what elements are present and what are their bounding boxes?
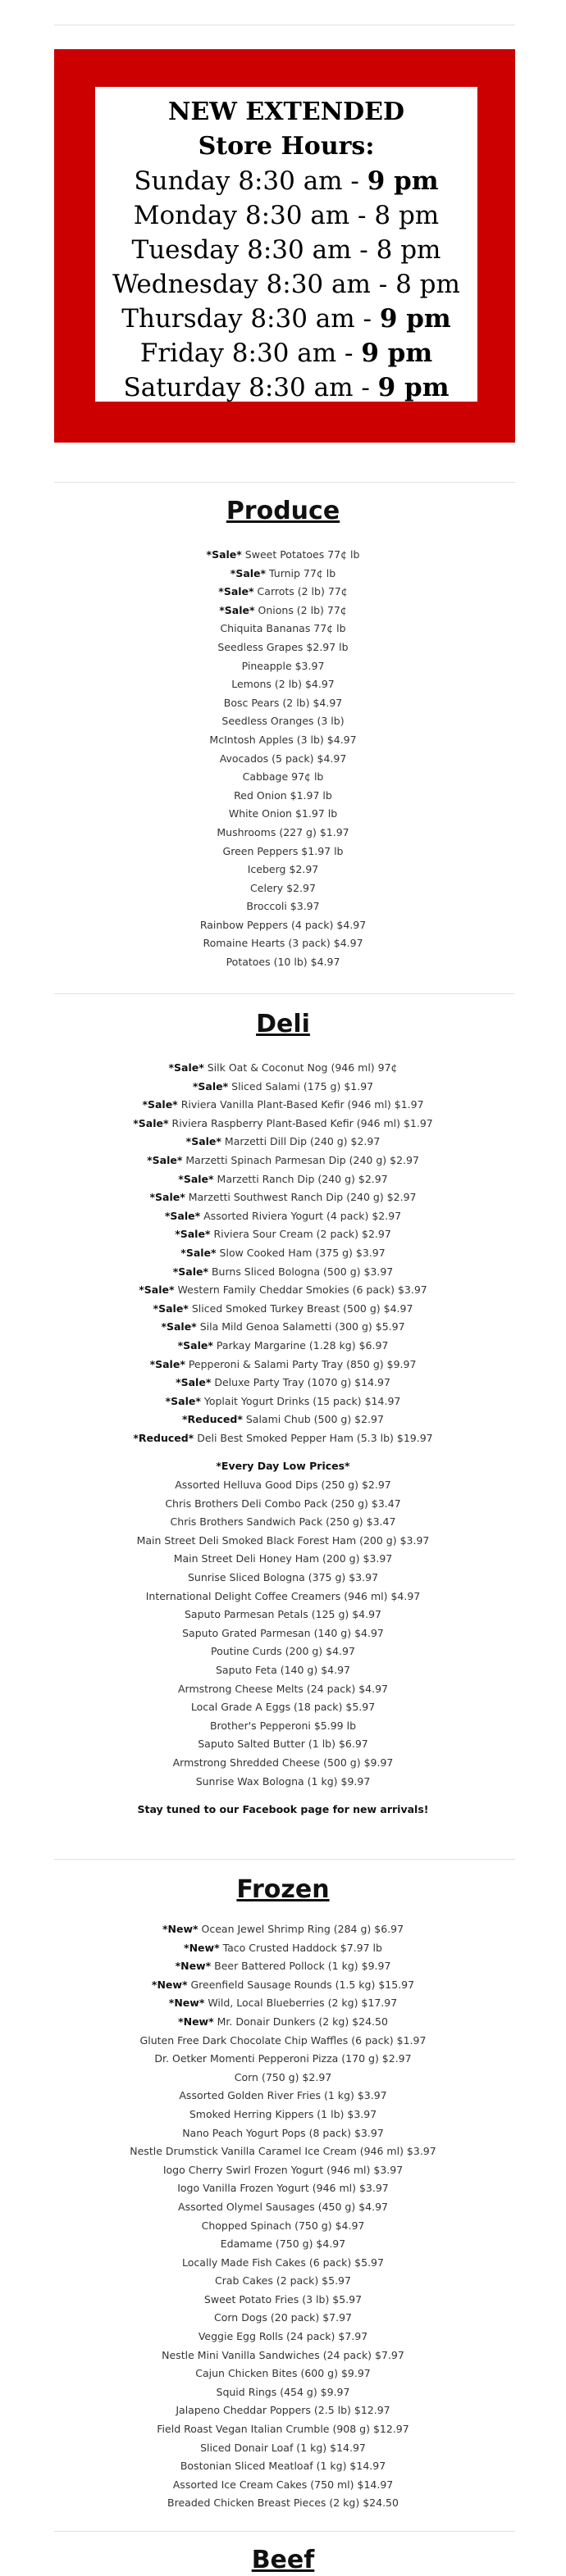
list-item xyxy=(0,1356,566,1374)
list-item xyxy=(0,2365,566,2383)
list-item xyxy=(0,1078,566,1097)
item-text: Western Family Cheddar Smokies (6 pack) $3.97 xyxy=(174,1283,427,1297)
item-text: Romaine Hearts (3 pack) $4.97 xyxy=(203,937,363,950)
list-item xyxy=(0,2494,566,2513)
list-item xyxy=(0,1318,566,1337)
item-text: Riviera Sour Cream (2 pack) $2.97 xyxy=(210,1228,391,1241)
item-text: Sliced Salami (175 g) $1.97 xyxy=(228,1079,374,1093)
item-tag: *Sale* xyxy=(142,1098,178,1111)
list-item xyxy=(0,1281,566,1300)
produce-heading: Produce xyxy=(226,497,340,525)
list-item xyxy=(0,1152,566,1170)
item-text: Marzetti Southwest Ranch Dip (240 g) $2.97 xyxy=(185,1191,417,1204)
list-item xyxy=(0,2069,566,2088)
list-item xyxy=(0,2179,566,2198)
list-item xyxy=(0,787,566,806)
list-item: Sunrise Wax Bologna (1 kg) $9.97 xyxy=(195,1774,371,1788)
list-item xyxy=(0,1059,566,1078)
item-text: Seedless Grapes $2.97 lb xyxy=(217,640,349,653)
item-tag: *Sale* xyxy=(178,1172,214,1185)
item-text: Iogo Vanilla Frozen Yogurt (946 ml) $3.97 xyxy=(177,2182,389,2195)
list-item xyxy=(0,2309,566,2328)
item-text: Silk Oat & Coconut Nog (946 ml) 97¢ xyxy=(203,1061,398,1074)
item-text: Squid Rings (454 g) $9.97 xyxy=(216,2385,350,2398)
item-text: Marzetti Dill Dip (240 g) $2.97 xyxy=(221,1135,381,1148)
item-tag: *Sale* xyxy=(180,1246,217,1259)
deli-heading: Deli xyxy=(256,1010,310,1038)
item-text: McIntosh Apples (3 lb) $4.97 xyxy=(209,733,357,746)
item-text: Potatoes (10 lb) $4.97 xyxy=(226,956,340,969)
list-item xyxy=(0,2383,566,2402)
item-tag: *New* xyxy=(184,1941,220,1954)
item-text: Marzetti Ranch Dip (240 g) $2.97 xyxy=(213,1172,388,1185)
spacer xyxy=(0,1791,566,1801)
item-tag: *Sale* xyxy=(164,1209,201,1222)
item-text: Jalapeno Cheddar Poppers (2.5 lb) $12.97 xyxy=(176,2404,390,2417)
list-item xyxy=(0,2013,566,2032)
store-hours-banner xyxy=(54,49,515,443)
list-item xyxy=(0,879,566,898)
item-text: Seedless Oranges (3 lb) xyxy=(221,715,345,728)
list-item: Armstrong Cheese Melts (24 pack) $4.97 xyxy=(177,1682,389,1695)
list-item: Saputo Parmesan Petals (125 g) $4.97 xyxy=(184,1608,382,1621)
item-tag: *New* xyxy=(178,2015,214,2028)
item-tag: *Sale* xyxy=(177,1338,213,1352)
item-text: Sliced Donair Loaf (1 kg) $14.97 xyxy=(200,2441,366,2454)
list-item xyxy=(0,1392,566,1411)
list-item xyxy=(0,2124,566,2143)
hours-subtitle: Store Hours: xyxy=(198,132,375,161)
spacer xyxy=(0,1447,566,1457)
item-text: Deli Best Smoked Pepper Ham (5.3 lb) $19.97 xyxy=(194,1431,433,1444)
list-item xyxy=(0,2420,566,2439)
item-text: Marzetti Spinach Parmesan Dip (240 g) $2.97 xyxy=(182,1153,419,1166)
list-item xyxy=(0,1096,566,1115)
list-item: Saputo Grated Parmesan (140 g) $4.97 xyxy=(182,1626,384,1639)
list-item xyxy=(0,620,566,638)
list-item xyxy=(0,1244,566,1263)
item-text: Riviera Vanilla Plant-Based Kefir (946 ml) $1.97 xyxy=(177,1098,424,1111)
facebook-note: Stay tuned to our Facebook page for new arrivals! xyxy=(137,1803,429,1816)
item-text: Corn (750 g) $2.97 xyxy=(234,2070,332,2083)
everyday-heading: *Every Day Low Prices* xyxy=(216,1460,350,1473)
list-item xyxy=(0,1994,566,2013)
item-text: Crab Cakes (2 pack) $5.97 xyxy=(215,2274,351,2288)
item-text: Lemons (2 lb) $4.97 xyxy=(231,678,335,691)
list-item xyxy=(0,1920,566,1939)
item-text: Pepperoni & Salami Party Tray (850 g) $9.97 xyxy=(185,1357,417,1370)
hours-close-time: 9 pm xyxy=(361,338,433,368)
list-item: Poutine Curds (200 g) $4.97 xyxy=(211,1645,355,1658)
item-text: Beer Battered Pollock (1 kg) $9.97 xyxy=(211,1960,391,1973)
item-text: Yoplait Yogurt Drinks (15 pack) $14.97 xyxy=(200,1394,401,1407)
item-text: Gluten Free Dark Chocolate Chip Waffles (6 pack) $1.97 xyxy=(139,2033,427,2047)
item-text: Assorted Ice Cream Cakes (750 ml) $14.97 xyxy=(172,2478,394,2491)
item-text: Deluxe Party Tray (1070 g) $14.97 xyxy=(211,1376,390,1389)
item-text: Assorted Olymel Sausages (450 g) $4.97 xyxy=(178,2200,388,2213)
list-item xyxy=(0,2272,566,2291)
list-item xyxy=(0,2217,566,2236)
item-tag: *New* xyxy=(162,1923,199,1935)
item-text: Sweet Potatoes 77¢ lb xyxy=(241,548,360,561)
item-text: Assorted Golden River Fries (1 kg) $3.97 xyxy=(179,2089,387,2102)
item-text: Burns Sliced Bologna (500 g) $3.97 xyxy=(208,1265,394,1278)
hours-list xyxy=(95,164,477,405)
list-item xyxy=(0,657,566,676)
item-text: Bosc Pears (2 lb) $4.97 xyxy=(223,696,343,709)
item-text: Iogo Cherry Swirl Frozen Yogurt (946 ml) $3.97 xyxy=(162,2163,404,2176)
item-text: White Onion $1.97 lb xyxy=(228,807,338,820)
item-text: Avocados (5 pack) $4.97 xyxy=(219,752,347,765)
list-item xyxy=(0,546,566,565)
list-item xyxy=(0,2198,566,2217)
list-item xyxy=(0,2254,566,2273)
list-item: Chris Brothers Deli Combo Pack (250 g) $3.47 xyxy=(165,1497,401,1510)
list-item xyxy=(0,1133,566,1152)
item-tag: *Sale* xyxy=(149,1191,185,1204)
item-text: Rainbow Peppers (4 pack) $4.97 xyxy=(199,918,367,931)
hours-day-label: Sunday 8:30 am - xyxy=(134,166,367,196)
hours-line xyxy=(95,198,477,233)
item-text: Mushrooms (227 g) $1.97 xyxy=(217,825,349,838)
list-item xyxy=(0,2476,566,2495)
list-item xyxy=(0,712,566,731)
list-item xyxy=(0,2106,566,2124)
hours-line xyxy=(95,336,477,370)
list-item xyxy=(0,1115,566,1134)
item-tag: *New* xyxy=(151,1978,188,1991)
hours-day-label: Monday 8:30 am - xyxy=(133,201,375,230)
item-text: Sila Mild Genoa Salametti (300 g) $5.97 xyxy=(196,1320,405,1333)
item-text: Slow Cooked Ham (375 g) $3.97 xyxy=(216,1246,386,1259)
item-tag: *New* xyxy=(175,1960,212,1973)
item-tag: *Sale* xyxy=(218,585,254,598)
item-tag: *Sale* xyxy=(133,1116,169,1129)
list-item xyxy=(0,2032,566,2051)
list-item: Brother's Pepperoni $5.99 lb xyxy=(209,1719,357,1732)
item-tag: *Sale* xyxy=(185,1135,221,1148)
divider-deli xyxy=(54,993,515,994)
item-text: Iceberg $2.97 xyxy=(247,863,319,876)
item-text: Nestle Drumstick Vanilla Caramel Ice Cream (946 ml) $3.97 xyxy=(130,2145,436,2158)
item-text: Red Onion $1.97 lb xyxy=(234,788,332,802)
hours-line xyxy=(95,267,477,302)
list-item xyxy=(0,934,566,953)
item-text: Cabbage 97¢ lb xyxy=(242,770,324,784)
item-text: Assorted Riviera Yogurt (4 pack) $2.97 xyxy=(200,1209,402,1222)
item-text: Taco Crusted Haddock $7.97 lb xyxy=(219,1941,382,1954)
item-text: Sweet Potato Fries (3 lb) $5.97 xyxy=(203,2292,363,2306)
list-item xyxy=(0,1170,566,1189)
list-item xyxy=(0,2087,566,2106)
hours-day-label: Saturday 8:30 am - xyxy=(123,373,378,402)
hours-close-time: 8 pm xyxy=(376,235,441,265)
item-tag: *Sale* xyxy=(153,1302,189,1315)
list-item xyxy=(0,2347,566,2365)
list-item xyxy=(0,731,566,750)
list-item xyxy=(0,675,566,694)
list-item xyxy=(0,916,566,935)
item-text: Veggie Egg Rolls (24 pack) $7.97 xyxy=(198,2330,368,2343)
list-item: Chris Brothers Sandwich Pack (250 g) $3.47 xyxy=(170,1515,396,1529)
item-text: Salami Chub (500 g) $2.97 xyxy=(242,1413,384,1426)
list-item xyxy=(0,2161,566,2180)
list-item xyxy=(0,805,566,824)
list-item xyxy=(0,1976,566,1995)
list-item xyxy=(0,897,566,916)
frozen-heading: Frozen xyxy=(236,1875,330,1904)
item-text: Smoked Herring Kippers (1 lb) $3.97 xyxy=(189,2107,377,2120)
list-item: Sunrise Sliced Bologna (375 g) $3.97 xyxy=(187,1571,379,1584)
list-item xyxy=(0,2235,566,2254)
list-item xyxy=(0,1337,566,1356)
list-item: Armstrong Shredded Cheese (500 g) $9.97 xyxy=(172,1756,394,1769)
item-text: Green Peppers $1.97 lb xyxy=(222,844,344,857)
item-tag: *Sale* xyxy=(176,1376,212,1389)
item-text: Parkay Margarine (1.28 kg) $6.97 xyxy=(212,1338,389,1352)
hours-close-time: 8 pm xyxy=(374,201,440,230)
item-text: Bostonian Sliced Meatloaf (1 kg) $14.97 xyxy=(180,2460,386,2473)
item-tag: *Sale* xyxy=(139,1283,175,1297)
hours-close-time: 9 pm xyxy=(379,304,451,334)
deli-list xyxy=(0,1059,566,1820)
item-tag: *Sale* xyxy=(149,1357,185,1370)
item-text: Field Roast Vegan Italian Crumble (908 g) $12.97 xyxy=(157,2423,409,2436)
item-tag: *Sale* xyxy=(230,566,267,579)
list-item xyxy=(0,2457,566,2476)
item-text: Sliced Smoked Turkey Breast (500 g) $4.97 xyxy=(188,1302,413,1315)
divider-produce xyxy=(54,482,515,483)
list-item xyxy=(0,1300,566,1319)
list-item: Main Street Deli Smoked Black Forest Ham (200 g) $3.97 xyxy=(136,1533,430,1547)
list-item xyxy=(0,1374,566,1392)
list-item xyxy=(0,602,566,620)
item-text: Wild, Local Blueberries (2 kg) $17.97 xyxy=(204,1997,398,2010)
list-item xyxy=(0,768,566,787)
item-text: Breaded Chicken Breast Pieces (2 kg) $24.50 xyxy=(167,2496,399,2510)
hours-title: NEW EXTENDED xyxy=(167,98,405,126)
item-tag: *Sale* xyxy=(165,1394,201,1407)
list-item xyxy=(0,2050,566,2069)
store-hours-card xyxy=(95,87,477,402)
list-item: Main Street Deli Honey Ham (200 g) $3.97 xyxy=(173,1552,393,1565)
item-text: Ocean Jewel Shrimp Ring (284 g) $6.97 xyxy=(198,1923,404,1935)
hours-day-label: Wednesday 8:30 am - xyxy=(112,270,396,299)
item-tag: *Sale* xyxy=(192,1079,229,1093)
list-item xyxy=(0,583,566,602)
list-item xyxy=(0,953,566,972)
list-item xyxy=(0,824,566,843)
item-text: Dr. Oetker Momenti Pepperoni Pizza (170 g) $2.97 xyxy=(154,2052,412,2065)
item-text: Chiquita Bananas 77¢ lb xyxy=(220,622,346,635)
list-item xyxy=(0,750,566,769)
list-item: Saputo Salted Butter (1 lb) $6.97 xyxy=(198,1738,368,1751)
item-tag: *New* xyxy=(168,1997,205,2010)
item-tag: *Reduced* xyxy=(133,1431,194,1444)
list-item xyxy=(0,2328,566,2347)
item-text: Greenfield Sausage Rounds (1.5 kg) $15.97 xyxy=(187,1978,415,1991)
item-text: Nano Peach Yogurt Pops (8 pack) $3.97 xyxy=(182,2126,384,2139)
item-tag: *Sale* xyxy=(172,1265,208,1278)
item-text: Corn Dogs (20 pack) $7.97 xyxy=(214,2311,352,2324)
hours-close-time: 9 pm xyxy=(367,166,439,196)
item-tag: *Sale* xyxy=(147,1153,183,1166)
hours-day-label: Friday 8:30 am - xyxy=(139,338,362,368)
item-text: Onions (2 lb) 77¢ xyxy=(254,603,347,616)
list-item xyxy=(0,861,566,879)
list-item xyxy=(0,1225,566,1244)
item-tag: *Reduced* xyxy=(182,1413,243,1426)
item-text: Pineapple $3.97 xyxy=(241,659,325,672)
divider-beef xyxy=(54,2531,515,2532)
list-item xyxy=(0,1429,566,1448)
list-item: International Delight Coffee Creamers (946 ml) $4.97 xyxy=(145,1589,421,1602)
list-item xyxy=(0,1957,566,1976)
list-item xyxy=(0,694,566,713)
hours-close-time: 9 pm xyxy=(377,373,450,402)
hours-line xyxy=(95,302,477,336)
item-text: Carrots (2 lb) 77¢ xyxy=(253,585,348,598)
list-item xyxy=(0,638,566,657)
list-item xyxy=(0,2142,566,2161)
item-text: Edamame (750 g) $4.97 xyxy=(220,2238,346,2251)
produce-list xyxy=(0,546,566,972)
list-item xyxy=(0,2291,566,2310)
list-item: Saputo Feta (140 g) $4.97 xyxy=(216,1664,350,1676)
list-item xyxy=(0,1411,566,1429)
item-text: Turnip 77¢ lb xyxy=(266,566,336,579)
item-tag: *Sale* xyxy=(175,1228,211,1241)
item-tag: *Sale* xyxy=(161,1320,197,1333)
frozen-list xyxy=(0,1920,566,2513)
beef-heading: Beef xyxy=(251,2546,315,2574)
list-item xyxy=(0,1207,566,1226)
list-item xyxy=(0,1939,566,1958)
hours-day-label: Tuesday 8:30 am - xyxy=(131,235,377,265)
hours-line xyxy=(95,370,477,405)
item-text: Locally Made Fish Cakes (6 pack) $5.97 xyxy=(182,2256,384,2269)
list-item xyxy=(0,1188,566,1207)
divider-frozen xyxy=(54,1859,515,1860)
list-item xyxy=(0,565,566,584)
item-text: Riviera Raspberry Plant-Based Kefir (946 ml) $1.97 xyxy=(168,1116,433,1129)
item-text: Broccoli $3.97 xyxy=(246,900,320,913)
hours-close-time: 8 pm xyxy=(395,270,460,299)
list-item: Assorted Helluva Good Dips (250 g) $2.97 xyxy=(175,1479,391,1492)
item-tag: *Sale* xyxy=(206,548,242,561)
item-tag: *Sale* xyxy=(168,1061,204,1074)
item-text: Cajun Chicken Bites (600 g) $9.97 xyxy=(195,2367,371,2380)
hours-day-label: Thursday 8:30 am - xyxy=(121,304,380,334)
list-item xyxy=(0,1263,566,1282)
hours-line xyxy=(95,233,477,267)
list-item: Local Grade A Eggs (18 pack) $5.97 xyxy=(190,1701,376,1714)
list-item xyxy=(0,843,566,861)
list-item xyxy=(0,2401,566,2420)
hours-line xyxy=(95,164,477,198)
item-text: Mr. Donair Dunkers (2 kg) $24.50 xyxy=(213,2015,388,2028)
list-item xyxy=(0,2439,566,2458)
item-text: Celery $2.97 xyxy=(250,881,316,894)
item-text: Nestle Mini Vanilla Sandwiches (24 pack) $7.97 xyxy=(162,2348,404,2361)
item-tag: *Sale* xyxy=(219,603,255,616)
item-text: Chopped Spinach (750 g) $4.97 xyxy=(201,2219,365,2232)
